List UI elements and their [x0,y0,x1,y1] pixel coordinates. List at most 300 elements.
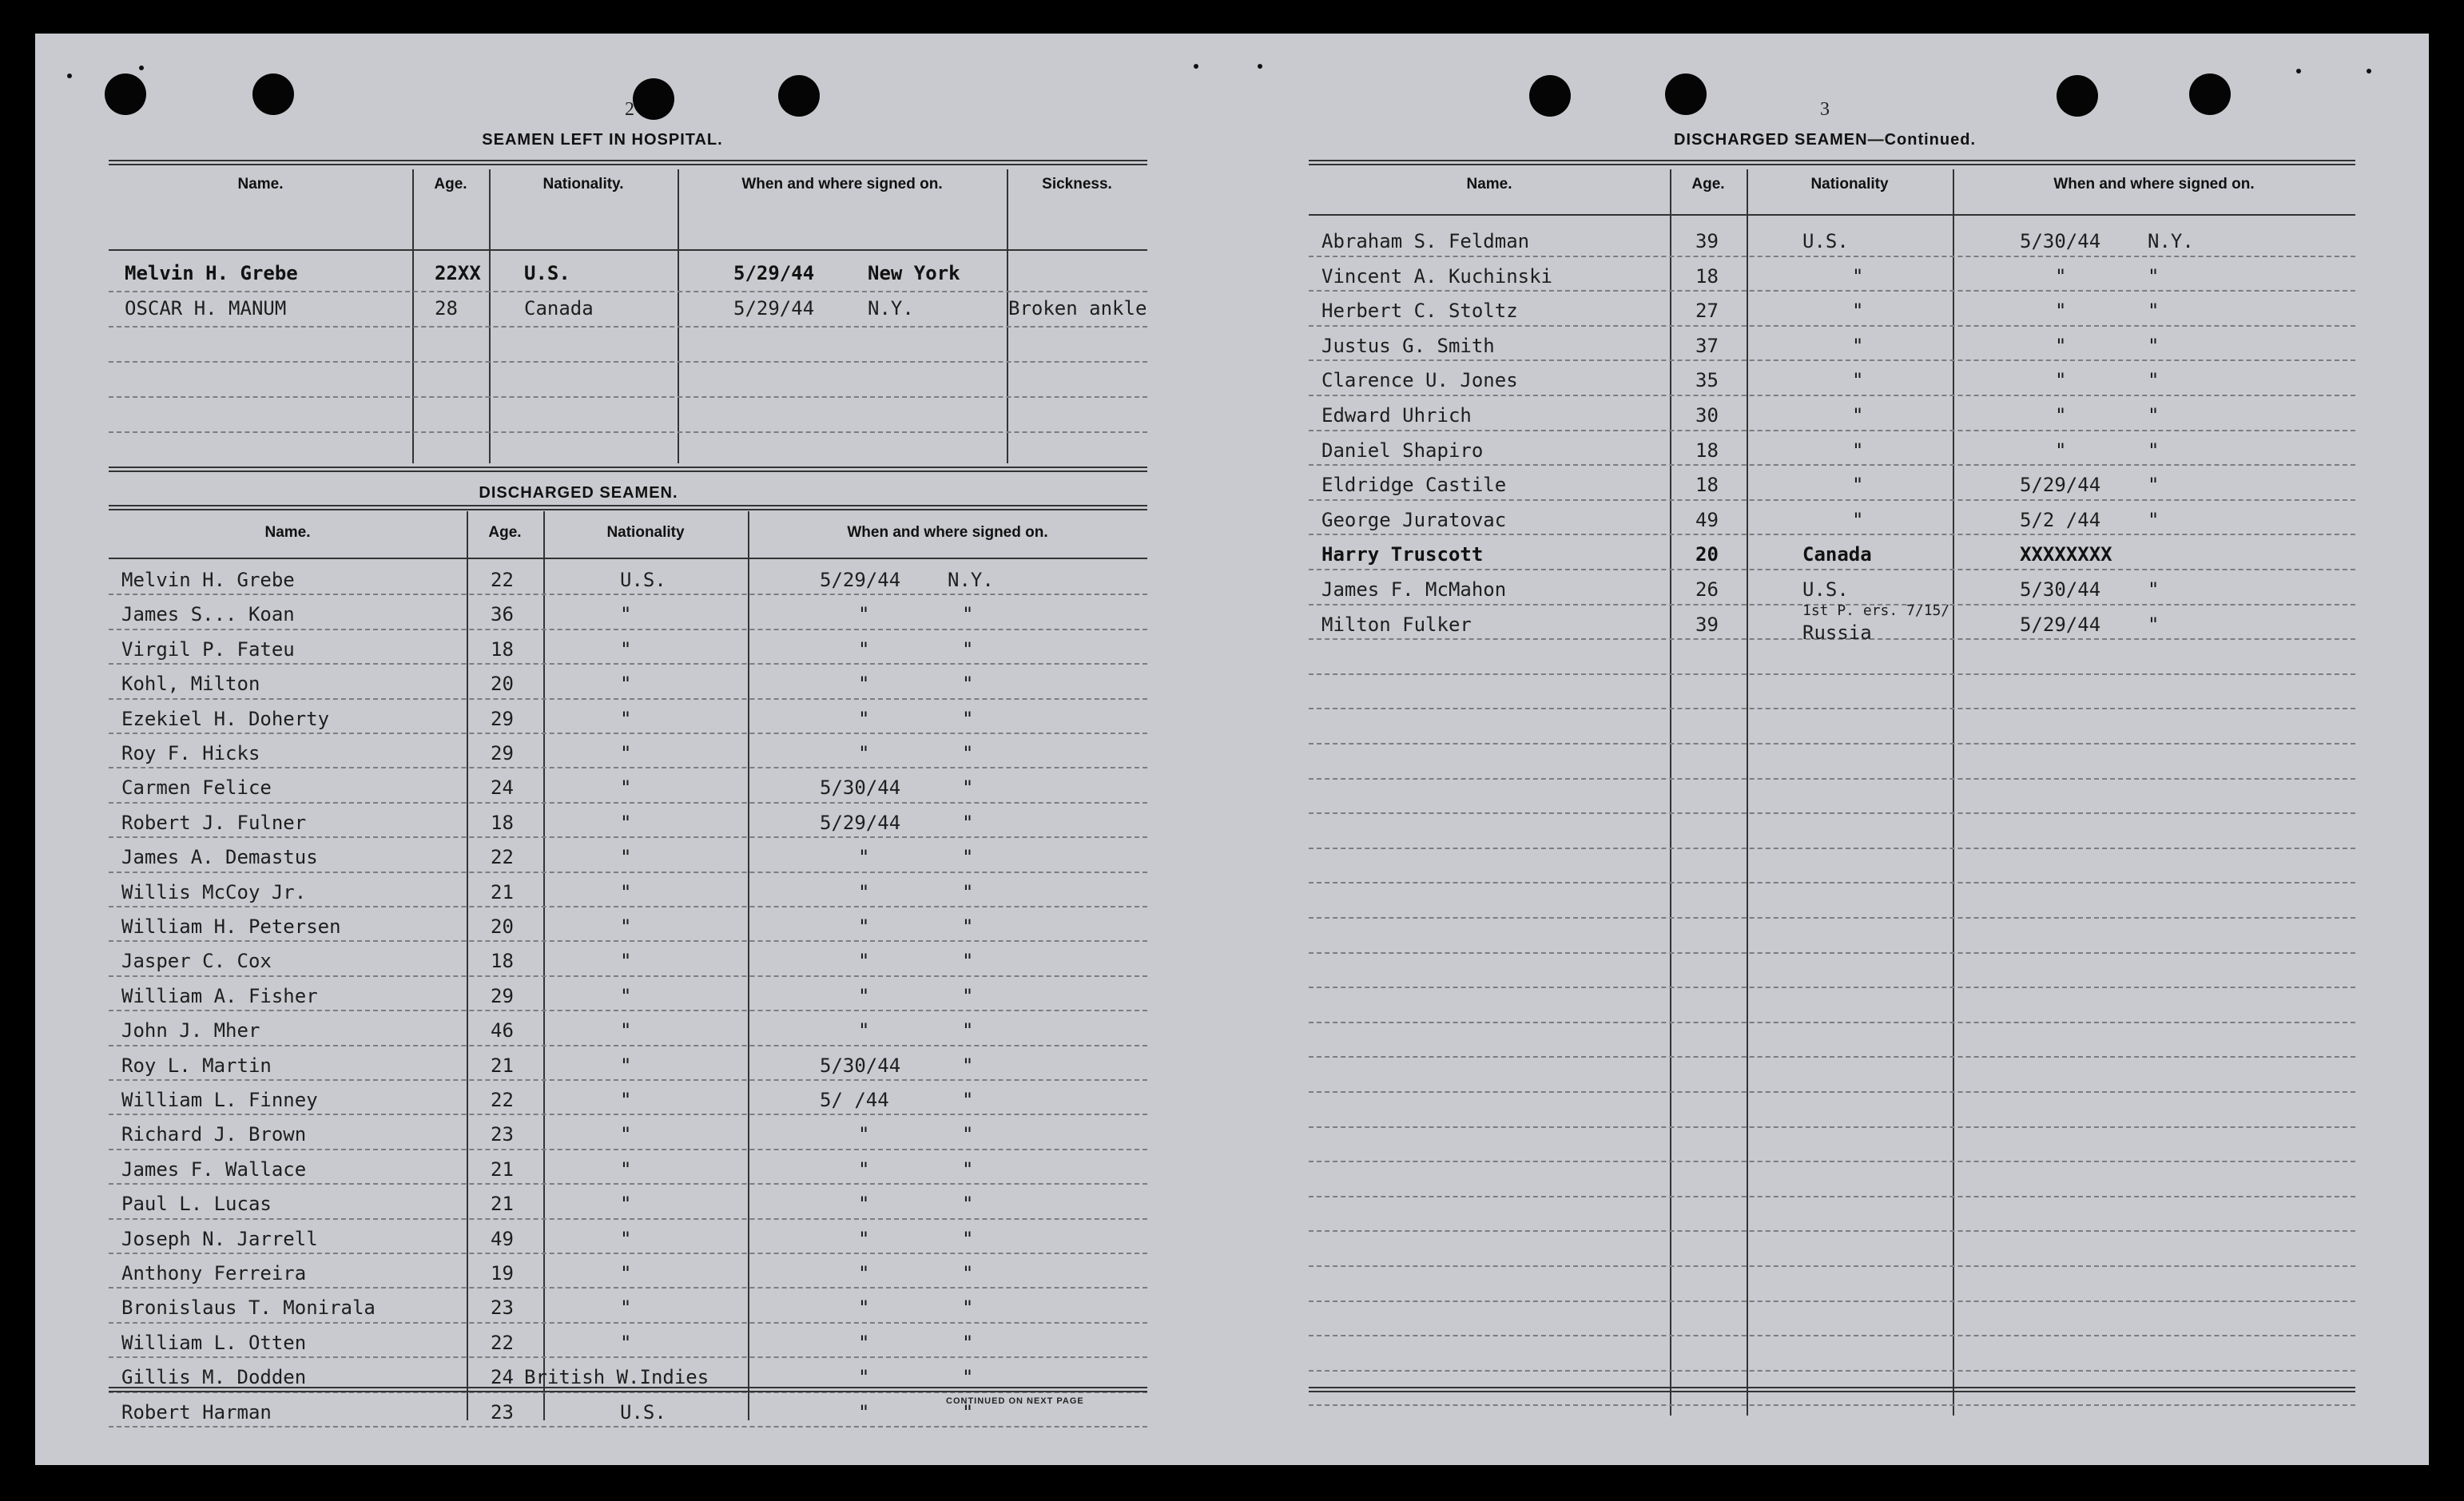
continued-cell-name: Abraham S. Feldman [1321,230,1530,252]
discharged-cell-age: 24 [491,1366,514,1389]
punch-hole [252,73,294,115]
discharged-cell-place: " [962,1193,974,1216]
discharged-cell-name: Roy L. Martin [121,1054,272,1077]
hospital-cell-date: 5/29/44 [733,262,815,284]
discharged-cell-place: " [962,637,974,661]
discharged-row [109,1123,1147,1152]
discharged-cell-nationality: " [620,950,632,973]
punch-hole [105,73,146,115]
continued-cell-date: 5/29/44 [2020,613,2101,636]
discharged-cell-date: " [858,1331,870,1354]
discharged-cell-place: " [962,1123,974,1146]
discharged-row [109,708,1147,737]
discharged-cell-date: " [858,846,870,869]
continued-cell-date: 5/30/44 [2020,230,2101,252]
discharged-cell-place: " [962,846,974,869]
continued-cell-date: 5/30/44 [2020,578,2101,601]
continued-cell-nationality: " [1852,264,1864,288]
discharged-cell-name: James F. Wallace [121,1158,307,1181]
continued-row [1309,404,2355,433]
continued-row [1309,300,2355,328]
discharged-cell-age: 23 [491,1123,514,1146]
continued-row [1309,543,2355,572]
continued-row [1309,335,2355,363]
discharged-cell-place: " [962,1262,974,1285]
discharged-cell-nationality: " [620,880,632,903]
discharged-cell-place: " [962,1296,974,1320]
punch-hole [1529,75,1571,117]
discharged-cell-name: Jasper C. Cox [121,950,272,973]
hospital-row-line [109,431,1147,433]
hospital-table [109,169,1147,463]
continued-cell-date: " [2055,404,2067,427]
continued-cell-place: " [2148,404,2160,427]
discharged-cell-nationality: " [620,1227,632,1250]
discharged-row [109,881,1147,910]
discharged-cell-name: Anthony Ferreira [121,1262,307,1285]
hospital-col-when-where: When and where signed on. [741,176,943,193]
continued-row-line [1309,987,2355,988]
speck [1258,64,1262,69]
continued-row [1309,602,2355,644]
continued-row-line [1309,1126,2355,1128]
discharged-row [109,915,1147,944]
continued-header [1309,169,2355,209]
discharged-cell-age: 21 [491,1193,514,1216]
hospital-cell-nationality: U.S. [524,262,570,284]
punch-hole [633,78,674,120]
punch-hole [2189,73,2231,115]
continued-row [1309,369,2355,398]
discharged-cell-date: " [858,742,870,764]
discharged-cell-nationality: " [620,846,632,869]
continued-cell-nationality: Canada [1802,543,1872,566]
discharged-cell-name: Willis McCoy Jr. [121,880,307,903]
discharged-col-age: Age. [488,524,522,541]
discharged-cell-name: William H. Petersen [121,915,341,938]
discharged-cell-age: 21 [491,880,514,903]
continued-cell-place: " [2148,439,2160,462]
hospital-title: SEAMEN LEFT IN HOSPITAL. [482,131,723,149]
discharged-cell-nationality: " [620,1158,632,1181]
discharged-cell-age: 23 [491,1296,514,1320]
discharged-row [109,1089,1147,1118]
continued-row-line [1309,917,2355,919]
continued-cell-nationality: " [1852,404,1864,427]
discharged-row [109,1332,1147,1360]
discharged-cell-date: " [858,1123,870,1146]
right-bottom-rule [1309,1387,2355,1392]
discharged-cell-nationality: British W.Indies [524,1366,709,1389]
continued-cell-age: 18 [1695,439,1719,462]
discharged-cell-age: 19 [491,1262,514,1285]
discharged-cell-age: 36 [491,603,514,626]
discharged-cell-nationality: " [620,707,632,730]
continued-cell-nationality: U.S. [1802,230,1849,252]
discharged-cell-name: John J. Mher [121,1019,260,1042]
discharged-cell-place: " [962,811,974,834]
discharged-cell-date: " [858,1019,870,1042]
speck [67,73,72,78]
discharged-cell-name: William L. Otten [121,1331,307,1354]
continued-cell-nationality: Russia [1802,621,1872,644]
continued-cell-nationality: " [1852,300,1864,323]
continued-col-age: Age. [1691,176,1725,193]
discharged-cell-place: N.Y. [948,569,994,591]
discharged-cell-name: Joseph N. Jarrell [121,1227,318,1250]
hospital-col-name: Name. [237,176,284,193]
discharged-cell-place: " [962,880,974,903]
continued-cell-age: 27 [1695,300,1719,323]
continued-cell-name: Edward Uhrich [1321,404,1472,427]
discharged-cell-place: " [962,1400,974,1424]
discharged-cell-place: " [962,776,974,800]
continued-row-line [1309,848,2355,849]
continued-cell-age: 26 [1695,578,1719,601]
continued-cell-name: Harry Truscott [1321,543,1484,566]
discharged-cell-date: " [858,1366,870,1389]
discharged-row [109,1158,1147,1187]
discharged-cell-date: " [858,880,870,903]
discharged-cell-age: 22 [491,1089,514,1111]
discharged-cell-date: " [858,1227,870,1250]
discharged-cell-age: 24 [491,776,514,800]
discharged-cell-nationality: " [620,776,632,800]
continued-cell-age: 18 [1695,264,1719,288]
discharged-cell-place: " [962,1089,974,1111]
continued-cell-nationality: " [1852,439,1864,462]
discharged-cell-age: 21 [491,1054,514,1077]
continued-cell-date: " [2055,439,2067,462]
discharged-cell-date: " [858,637,870,661]
hospital-col-age: Age. [434,176,467,193]
discharged-cell-date: 5/30/44 [820,776,901,800]
page-number-right: 3 [1820,99,1830,120]
continued-cell-age: 39 [1695,613,1719,636]
discharged-cell-name: Paul L. Lucas [121,1193,272,1216]
discharged-col-nationality: Nationality [606,524,685,541]
discharged-cell-nationality: " [620,811,632,834]
speck [139,66,144,70]
discharged-cell-name: Roy F. Hicks [121,742,260,764]
hospital-row [109,262,1147,294]
continued-row [1309,230,2355,259]
continued-cell-place: " [2148,474,2160,497]
discharged-cell-age: 29 [491,984,514,1007]
discharged-cell-name: James S... Koan [121,603,295,626]
discharged-cell-date: " [858,603,870,626]
discharged-cell-name: William L. Finney [121,1089,318,1111]
continued-footnote: CONTINUED ON NEXT PAGE [946,1396,1084,1406]
discharged-cell-nationality: " [620,1331,632,1354]
continued-cell-age: 39 [1695,230,1719,252]
discharged-row [109,985,1147,1014]
discharged-cell-nationality: U.S. [620,1400,666,1424]
discharged-cell-date: 5/30/44 [820,1054,901,1077]
continued-header-rule [1309,214,2355,216]
continued-row-line [1309,1230,2355,1232]
continued-cell-age: 30 [1695,404,1719,427]
discharged-cell-place: " [962,1366,974,1389]
discharged-cell-name: Kohl, Milton [121,673,260,696]
continued-cell-nationality: " [1852,369,1864,392]
continued-cell-note: 1st P. ers. 7/15/ [1802,602,1950,619]
document-sheet [35,34,2429,1465]
discharged-cell-place: " [962,1227,974,1250]
discharged-cell-nationality: " [620,1123,632,1146]
discharged-cell-name: James A. Demastus [121,846,318,869]
discharged-cell-nationality: " [620,673,632,696]
continued-row-line [1309,1404,2355,1406]
continued-cell-name: Vincent A. Kuchinski [1321,264,1552,288]
hospital-cell-sickness: Broken ankle [1008,297,1147,320]
hospital-row [109,297,1147,329]
discharged-row [109,812,1147,840]
discharged-cell-age: 29 [491,707,514,730]
continued-cell-name: Justus G. Smith [1321,334,1495,357]
discharged-cell-age: 23 [491,1400,514,1424]
continued-row [1309,474,2355,502]
discharged-cell-age: 18 [491,950,514,973]
discharged-cell-date: " [858,1262,870,1285]
continued-cell-name: Herbert C. Stoltz [1321,300,1518,323]
discharged-cell-nationality: " [620,984,632,1007]
continued-row [1309,509,2355,538]
discharged-cell-name: Ezekiel H. Doherty [121,707,330,730]
right-top-rule [1309,160,2355,165]
continued-cell-name: Clarence U. Jones [1321,369,1518,392]
discharged-cell-name: Virgil P. Fateu [121,637,295,661]
continued-cell-name: Eldridge Castile [1321,474,1507,497]
continued-row-line [1309,1265,2355,1267]
discharged-row [109,1054,1147,1083]
discharged-col-name: Name. [264,524,311,541]
discharged-cell-name: Gillis M. Dodden [121,1366,307,1389]
discharged-cell-date: " [858,1400,870,1424]
discharged-row [109,1228,1147,1257]
discharged-cell-place: " [962,742,974,764]
speck [2367,69,2371,73]
continued-cell-place: " [2148,508,2160,531]
punch-hole [2057,75,2098,117]
continued-row-line [1309,1196,2355,1197]
punch-hole [778,75,820,117]
continued-cell-date: " [2055,264,2067,288]
discharged-row [109,742,1147,771]
discharged-cell-age: 49 [491,1227,514,1250]
discharged-header-top-rule [109,505,1147,510]
continued-table [1309,169,2355,1416]
discharged-row [109,569,1147,598]
discharged-header-rule [109,558,1147,559]
discharged-cell-name: Robert J. Fulner [121,811,307,834]
continued-cell-place: " [2148,334,2160,357]
discharged-cell-age: 29 [491,742,514,764]
continued-cell-place: " [2148,578,2160,601]
continued-cell-place: " [2148,300,2160,323]
continued-cell-age: 20 [1695,543,1719,566]
discharged-cell-nationality: " [620,637,632,661]
discharged-cell-date: " [858,707,870,730]
continued-cell-place: " [2148,369,2160,392]
continued-row-line [1309,743,2355,745]
discharged-cell-age: 20 [491,673,514,696]
discharged-cell-date: " [858,1158,870,1181]
continued-cell-name: Milton Fulker [1321,613,1472,636]
discharged-cell-date: " [858,950,870,973]
discharged-cell-place: " [962,707,974,730]
discharged-cell-name: Carmen Felice [121,776,272,800]
discharged-cell-nationality: " [620,1054,632,1077]
continued-row-line [1309,673,2355,675]
discharged-title: DISCHARGED SEAMEN. [479,484,678,502]
hospital-row-line [109,396,1147,398]
continued-row-line [1309,882,2355,884]
discharged-cell-place: " [962,915,974,938]
discharged-cell-place: " [962,603,974,626]
discharged-cell-nationality: U.S. [620,569,666,591]
continued-row-line [1309,812,2355,814]
discharged-row [109,638,1147,667]
discharged-row [109,950,1147,979]
hospital-col-sickness: Sickness. [1042,176,1112,193]
hospital-cell-nationality: Canada [524,297,594,320]
hospital-col-nationality: Nationality. [542,176,624,193]
discharged-row [109,603,1147,632]
hospital-cell-age: 22XX [435,262,481,284]
discharged-cell-age: 46 [491,1019,514,1042]
discharged-cell-date: " [858,915,870,938]
hospital-top-rule [109,160,1147,165]
continued-row-line [1309,1161,2355,1162]
continued-cell-place: N.Y. [2148,230,2194,252]
discharged-cell-nationality: " [620,742,632,764]
hospital-cell-date: 5/29/44 [733,297,815,320]
continued-cell-age: 35 [1695,369,1719,392]
discharged-cell-date: " [858,984,870,1007]
hospital-cell-place: N.Y. [868,297,914,320]
discharged-cell-name: Richard J. Brown [121,1123,307,1146]
hospital-cell-name: Melvin H. Grebe [125,262,298,284]
discharged-row [109,673,1147,701]
continued-cell-name: James F. McMahon [1321,578,1507,601]
discharged-row [109,846,1147,875]
continued-cell-age: 18 [1695,474,1719,497]
discharged-cell-date: " [858,673,870,696]
discharged-col-when-where: When and where signed on. [847,524,1048,541]
discharged-cell-age: 22 [491,1331,514,1354]
continued-row-line [1309,1091,2355,1093]
discharged-cell-date: " [858,1296,870,1320]
continued-cell-name: George Juratovac [1321,508,1507,531]
continued-cell-age: 37 [1695,334,1719,357]
hospital-cell-age: 28 [435,297,458,320]
discharged-row [109,1262,1147,1291]
continued-row-line [1309,1300,2355,1302]
discharged-cell-name: Melvin H. Grebe [121,569,295,591]
discharged-cell-place: " [962,984,974,1007]
discharged-cell-place: " [962,950,974,973]
discharged-cell-age: 20 [491,915,514,938]
discharged-cell-name: William A. Fisher [121,984,318,1007]
continued-cell-date: " [2055,300,2067,323]
continued-row-line [1309,952,2355,954]
discharged-cell-age: 18 [491,811,514,834]
continued-cell-date: XXXXXXXX [2020,543,2112,566]
continued-row-line [1309,1056,2355,1058]
discharged-bottom-rule [109,1387,1147,1392]
continued-row-line [1309,1022,2355,1023]
discharged-row [109,1019,1147,1048]
discharged-cell-place: " [962,1158,974,1181]
continued-col-when-where: When and where signed on. [2053,176,2255,193]
speck [1194,64,1198,69]
discharged-cell-date: 5/29/44 [820,569,901,591]
discharged-cell-nationality: " [620,1019,632,1042]
continued-cell-nationality: " [1852,474,1864,497]
discharged-cell-nationality: " [620,1296,632,1320]
continued-cell-date: 5/2 /44 [2020,508,2101,531]
discharged-top-rule [109,467,1147,472]
continued-cell-place: " [2148,613,2160,636]
continued-cell-date: 5/29/44 [2020,474,2101,497]
discharged-cell-nationality: " [620,1262,632,1285]
discharged-cell-place: " [962,1054,974,1077]
continued-col-name: Name. [1466,176,1512,193]
discharged-cell-nationality: " [620,915,632,938]
discharged-cell-age: 21 [491,1158,514,1181]
discharged-table [109,511,1147,1424]
hospital-header-rule [109,249,1147,251]
continued-cell-nationality: " [1852,508,1864,531]
page-number-left: 2 [625,99,634,120]
discharged-row [109,776,1147,805]
continued-row-line [1309,778,2355,780]
hospital-row-line [109,361,1147,363]
discharged-row [109,1193,1147,1221]
punch-hole [1665,73,1707,115]
discharged-cell-age: 22 [491,569,514,591]
discharged-cell-age: 22 [491,846,514,869]
continued-cell-nationality: U.S. [1802,578,1849,601]
continued-title: DISCHARGED SEAMEN—Continued. [1674,131,1976,149]
hospital-cell-place: New York [868,262,960,284]
speck [2296,69,2301,73]
discharged-cell-place: " [962,1331,974,1354]
discharged-cell-date: " [858,1193,870,1216]
continued-row [1309,265,2355,294]
hospital-header [109,169,1147,209]
continued-row [1309,439,2355,468]
continued-row-line [1309,1370,2355,1372]
continued-cell-age: 49 [1695,508,1719,531]
discharged-header [109,511,1147,551]
continued-col-nationality: Nationality [1810,176,1889,193]
discharged-cell-nationality: " [620,1193,632,1216]
discharged-cell-age: 18 [491,637,514,661]
discharged-cell-place: " [962,673,974,696]
discharged-cell-date: 5/29/44 [820,811,901,834]
discharged-cell-name: Bronislaus T. Monirala [121,1296,376,1320]
discharged-cell-date: 5/ /44 [820,1089,889,1111]
continued-cell-date: " [2055,334,2067,357]
discharged-cell-place: " [962,1019,974,1042]
discharged-cell-name: Robert Harman [121,1400,272,1424]
discharged-cell-nationality: " [620,1089,632,1111]
discharged-row [109,1296,1147,1325]
discharged-cell-nationality: " [620,603,632,626]
continued-row-line [1309,1335,2355,1336]
